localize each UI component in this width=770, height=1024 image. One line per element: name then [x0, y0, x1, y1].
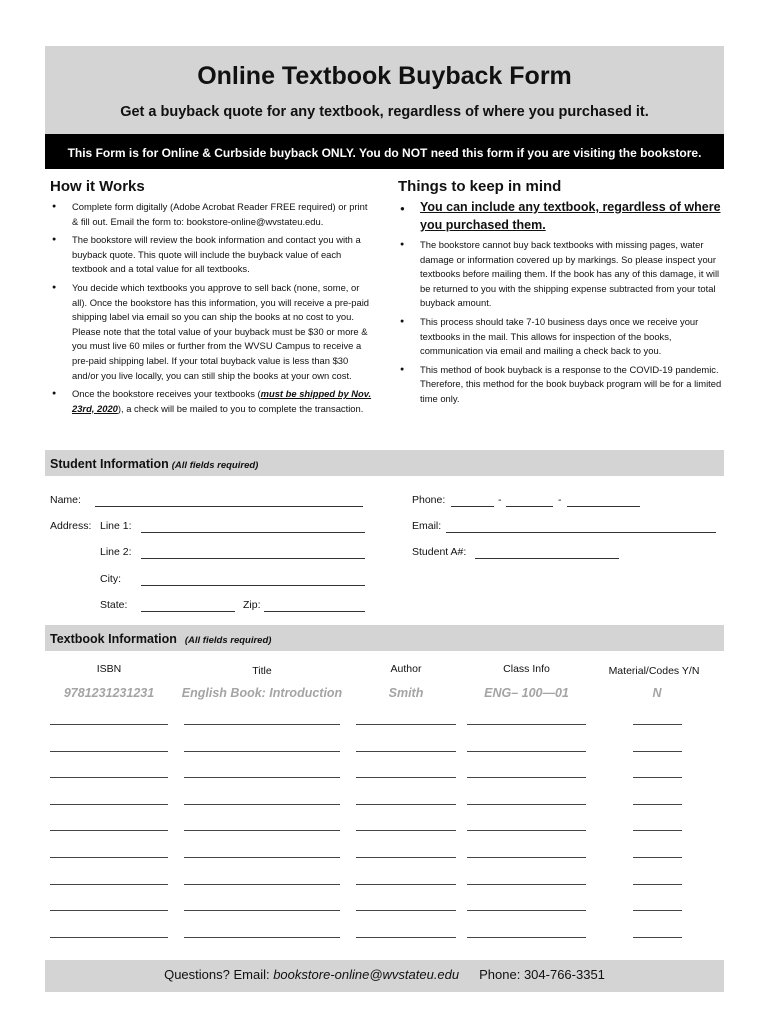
example-isbn: 9781231231231 — [63, 686, 155, 700]
phone-area-field[interactable] — [451, 506, 494, 507]
email-field[interactable] — [446, 532, 716, 533]
material-codes-field[interactable] — [633, 937, 682, 938]
class-info-field[interactable] — [467, 830, 586, 831]
material-codes-field[interactable] — [633, 804, 682, 805]
address-label: Address: — [50, 520, 92, 532]
footer-questions: Questions? Email: — [164, 967, 274, 982]
student-id-label: Student A#: — [412, 546, 467, 558]
author-field[interactable] — [356, 777, 456, 778]
footer — [45, 960, 724, 992]
isbn-field[interactable] — [50, 884, 168, 885]
line2-label: Line 2: — [100, 546, 132, 558]
student-info-title: Student Information — [50, 457, 169, 471]
material-codes-field[interactable] — [633, 910, 682, 911]
student-info-bar — [45, 450, 724, 476]
state-field[interactable] — [141, 611, 235, 612]
isbn-field[interactable] — [50, 804, 168, 805]
list-item: ● The bookstore will review the book information and contact you with a buyback quote. This quote will include the buyback value of each textbook and a total value for all textbooks. — [50, 233, 375, 277]
city-field[interactable] — [141, 585, 365, 586]
footer-phone: Phone: 304-766-3351 — [479, 967, 605, 982]
address-line2-field[interactable] — [141, 558, 365, 559]
isbn-field[interactable] — [50, 751, 168, 752]
student-info-required: (All fields required) — [171, 460, 259, 471]
material-codes-field[interactable] — [633, 751, 682, 752]
phone-label: Phone: — [412, 494, 446, 506]
ship-deadline: must be shipped by Nov. 23rd, 2020 — [72, 388, 372, 414]
phone-line-field[interactable] — [567, 506, 640, 507]
title-field[interactable] — [184, 910, 340, 911]
class-info-field[interactable] — [467, 937, 586, 938]
author-field[interactable] — [356, 804, 456, 805]
address-line1-field[interactable] — [141, 532, 365, 533]
textbook-info-title: Textbook Information — [50, 632, 177, 646]
title-field[interactable] — [184, 724, 340, 725]
title-field[interactable] — [184, 937, 340, 938]
things-to-keep-title: Things to keep in mind — [398, 178, 562, 195]
author-field[interactable] — [356, 937, 456, 938]
example-title: English Book: Introduction — [181, 686, 343, 700]
author-field[interactable] — [356, 830, 456, 831]
column-header-isbn: ISBN — [96, 663, 122, 675]
state-label: State: — [100, 599, 128, 611]
author-field[interactable] — [356, 857, 456, 858]
student-id-field[interactable] — [475, 558, 619, 559]
material-codes-field[interactable] — [633, 777, 682, 778]
column-header-author: Author — [390, 663, 422, 675]
author-field[interactable] — [356, 724, 456, 725]
form-title: Online Textbook Buyback Form — [197, 62, 572, 90]
class-info-field[interactable] — [467, 751, 586, 752]
list-item: ● This process should take 7-10 business days once we receive your textbooks in the mail. This allows for inspection of the books, communication via email and mailing a check back to you. — [398, 315, 723, 359]
isbn-field[interactable] — [50, 777, 168, 778]
author-field[interactable] — [356, 751, 456, 752]
material-codes-field[interactable] — [633, 884, 682, 885]
material-codes-field[interactable] — [633, 857, 682, 858]
phone-separator: - — [498, 494, 502, 506]
list-item: ● This method of book buyback is a response to the COVID-19 pandemic. Therefore, this method for the book buyback program will be for a limited time only. — [398, 363, 723, 407]
title-field[interactable] — [184, 777, 340, 778]
class-info-field[interactable] — [467, 857, 586, 858]
phone-prefix-field[interactable] — [506, 506, 553, 507]
list-item: ● You can include any textbook, regardless of where you purchased them. — [398, 198, 723, 234]
zip-field[interactable] — [264, 611, 365, 612]
zip-label: Zip: — [243, 599, 261, 611]
class-info-field[interactable] — [467, 724, 586, 725]
isbn-field[interactable] — [50, 724, 168, 725]
column-header-title: Title — [252, 665, 272, 677]
title-field[interactable] — [184, 857, 340, 858]
title-field[interactable] — [184, 884, 340, 885]
title-field[interactable] — [184, 804, 340, 805]
list-item: ● The bookstore cannot buy back textbooks with missing pages, water damage or information covered up by markings. So please inspect your textbooks before mailing them. If the book has any of this damage, it will be returned to you with the shipping expense subtracted from your total buyback amount. — [398, 238, 723, 311]
class-info-field[interactable] — [467, 884, 586, 885]
name-field[interactable] — [95, 506, 363, 507]
textbook-info-required: (All fields required) — [184, 635, 272, 646]
email-label: Email: — [412, 520, 442, 532]
isbn-field[interactable] — [50, 830, 168, 831]
form-subtitle: Get a buyback quote for any textbook, regardless of where you purchased it. — [120, 104, 649, 120]
class-info-field[interactable] — [467, 804, 586, 805]
material-codes-field[interactable] — [633, 830, 682, 831]
list-item: ● Complete form digitally (Adobe Acrobat Reader FREE required) or print & fill out. Email the form to: bookstore-online@wvstateu.edu. — [50, 200, 375, 229]
how-it-works-title: How it Works — [50, 178, 145, 195]
class-info-field[interactable] — [467, 910, 586, 911]
list-item — [50, 387, 375, 416]
example-material-codes: N — [652, 686, 662, 700]
item-text: Once the bookstore receives your textbooks ( — [72, 388, 261, 400]
notice-bar: This Form is for Online & Curbside buyback ONLY. You do NOT need this form if you are visiting the bookstore. — [45, 134, 724, 169]
item-text: ), a check will be mailed to you to complete the transaction. — [117, 402, 364, 414]
form-header — [45, 46, 724, 134]
author-field[interactable] — [356, 884, 456, 885]
footer-email-link[interactable]: bookstore-online@wvstateu.edu — [273, 967, 460, 982]
how-it-works-list — [50, 200, 375, 420]
line1-label: Line 1: — [100, 520, 132, 532]
column-header-class-info: Class Info — [503, 663, 550, 675]
title-field[interactable] — [184, 830, 340, 831]
class-info-field[interactable] — [467, 777, 586, 778]
things-to-keep-list — [398, 198, 723, 411]
city-label: City: — [100, 573, 121, 585]
column-header-material-codes: Material/Codes Y/N — [608, 665, 700, 677]
phone-separator: - — [558, 494, 562, 506]
list-item: ● You decide which textbooks you approve to sell back (none, some, or all). Once the bookstore has this information, you will receive a pre-paid shipping label via email so you can ship the books at no cost to you. Please note that the total value of your buyback must be $30 or more & you must live 60 miles or further from the WVSU Campus to receive a pre-paid shipping label. If your total buyback value is less than $30 and/or you live locally, you can still ship the books at your own cost. — [50, 281, 375, 383]
title-field[interactable] — [184, 751, 340, 752]
author-field[interactable] — [356, 910, 456, 911]
name-label: Name: — [50, 494, 81, 506]
isbn-field[interactable] — [50, 937, 168, 938]
example-author: Smith — [388, 686, 424, 700]
material-codes-field[interactable] — [633, 724, 682, 725]
isbn-field[interactable] — [50, 857, 168, 858]
example-class-info: ENG– 100—01 — [484, 686, 569, 700]
textbook-info-bar — [45, 625, 724, 651]
isbn-field[interactable] — [50, 910, 168, 911]
